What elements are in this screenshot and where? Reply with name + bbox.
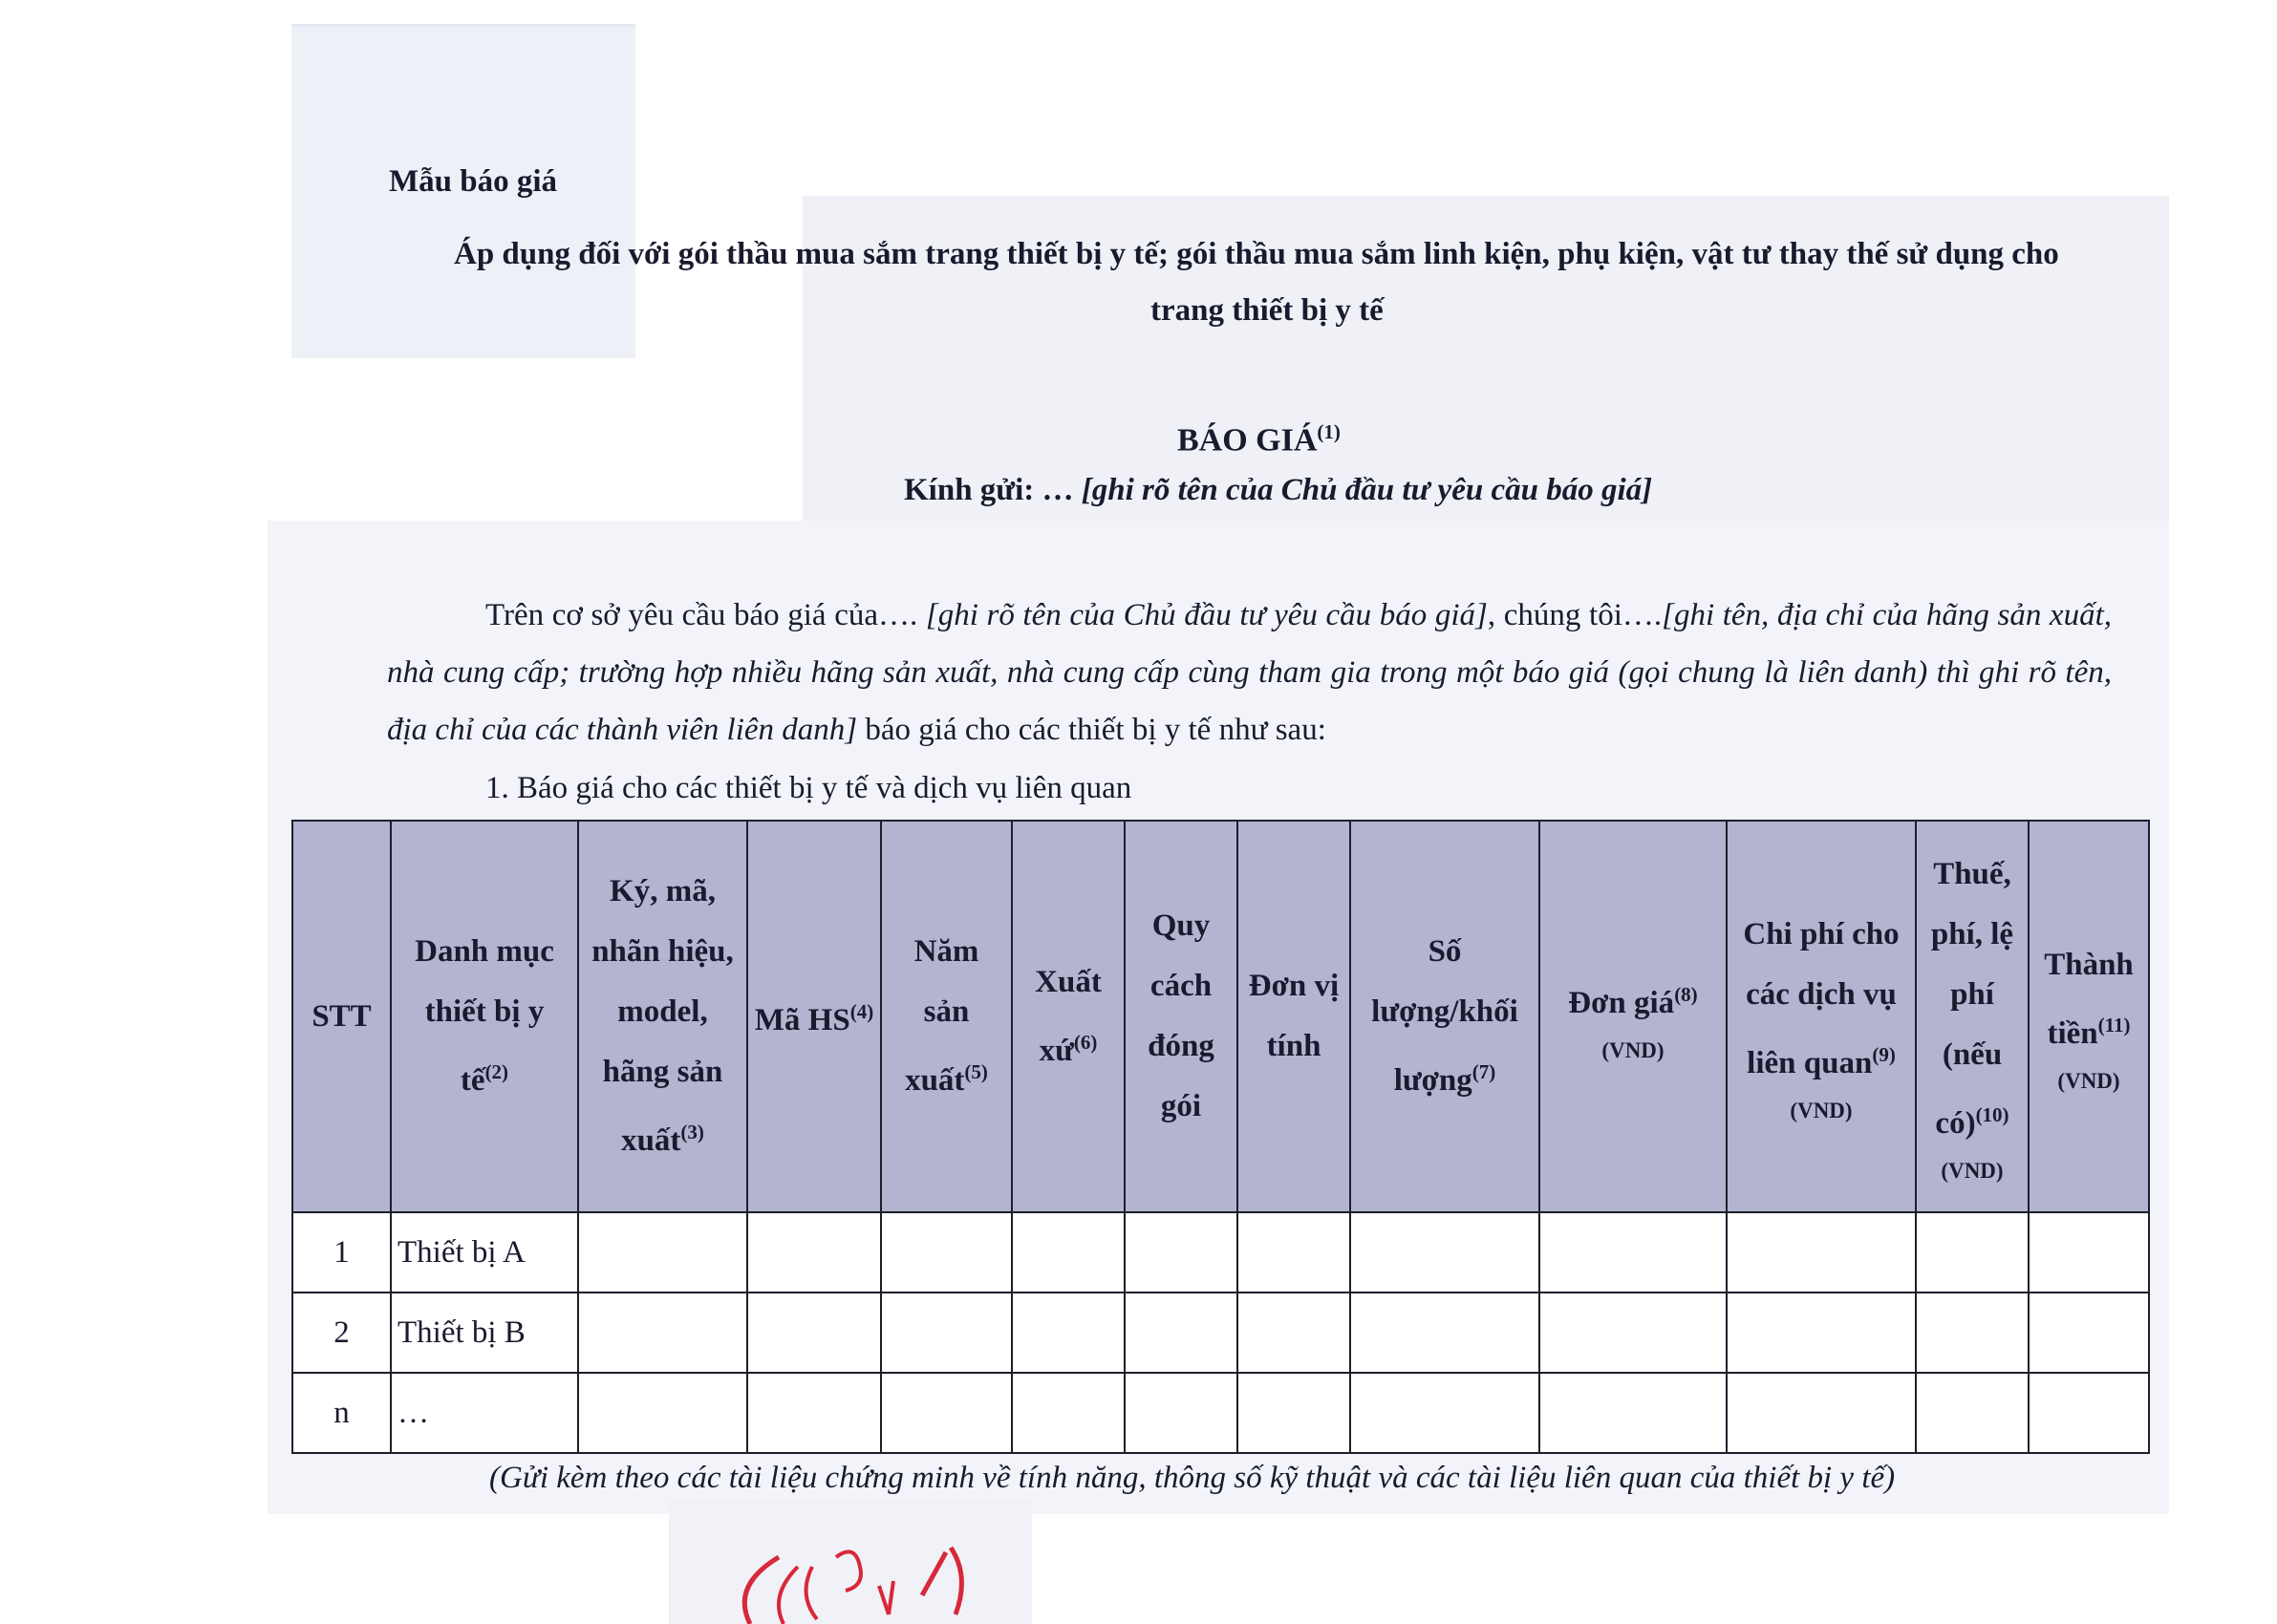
intro-placeholder-investor: [ghi rõ tên của Chủ đầu tư yêu cầu báo giá] xyxy=(925,598,1488,632)
cell-empty xyxy=(881,1212,1012,1293)
applies-to-line-2: trang thiết bị y tế xyxy=(1150,293,1384,328)
cell-empty xyxy=(881,1373,1012,1453)
cell-empty xyxy=(1237,1373,1350,1453)
cell-empty xyxy=(1350,1373,1539,1453)
header-cell: Đơn giá$^{(8)}$ (VND) xyxy=(1539,821,1727,1212)
cell-empty xyxy=(747,1373,881,1453)
cell-empty xyxy=(578,1212,747,1293)
form-label: Mẫu báo giá xyxy=(389,164,558,199)
attachment-note: (Gửi kèm theo các tài liệu chứng minh về tính năng, thông số kỹ thuật và các tài liệu liên quan của thiết bị y tế) xyxy=(489,1461,1896,1495)
header-cell: Thuế, phí, lệ phí (nếu có)$^{(10)}$ (VND) xyxy=(1916,821,2029,1212)
cell-empty xyxy=(2029,1293,2149,1373)
cell-stt: 2 xyxy=(292,1293,391,1373)
cell-empty xyxy=(747,1293,881,1373)
addressee xyxy=(904,471,1652,509)
document-title-text: BÁO GIÁ xyxy=(1177,422,1318,459)
cell-empty xyxy=(1727,1373,1916,1453)
stamp-mark xyxy=(806,1567,817,1619)
intro-paragraph xyxy=(387,587,2112,759)
cell-empty xyxy=(2029,1212,2149,1293)
intro-placeholder-supplier: [ghi tên, địa chỉ của hãng sản xuất, nhà cung cấp; trường hợp nhiều hãng sản xuất, nhà cung cấp cùng tham gia trong một báo giá (gọi chung là liên danh) thì ghi rõ tên, địa chỉ của các thành viên liên danh] xyxy=(387,598,2112,747)
cell-empty xyxy=(1350,1212,1539,1293)
cell-empty xyxy=(1916,1293,2029,1373)
header-cell: Thành tiền$^{(11)}$ (VND) xyxy=(2029,821,2149,1212)
header-cell: Mã HS$^{(4)}$ xyxy=(747,821,881,1212)
quote-table xyxy=(291,820,2150,1454)
cell-empty xyxy=(1012,1293,1125,1373)
cell-item: Thiết bị B xyxy=(391,1293,578,1373)
section-heading: 1. Báo giá cho các thiết bị y tế và dịch vụ liên quan xyxy=(485,771,1132,805)
cell-empty xyxy=(1539,1373,1727,1453)
header-cell: Chi phí cho các dịch vụ liên quan$^{(9)}$ (VND) xyxy=(1727,821,1916,1212)
applies-to-line-1: Áp dụng đối với gói thầu mua sắm trang thiết bị y tế; gói thầu mua sắm linh kiện, phụ kiện, vật tư thay thế sử dụng cho xyxy=(454,237,2059,271)
cell-empty xyxy=(1916,1373,2029,1453)
title-footnote: (1) xyxy=(1317,420,1341,443)
header-cell: Danh mục thiết bị y tế$^{(2)}$ xyxy=(391,821,578,1212)
cell-empty xyxy=(1125,1212,1237,1293)
stamp-mark xyxy=(922,1552,946,1595)
cell-empty xyxy=(747,1212,881,1293)
intro-text-2: , chúng tôi…. xyxy=(1487,598,1663,632)
cell-empty xyxy=(2029,1373,2149,1453)
cell-stt: n xyxy=(292,1373,391,1453)
header-cell: STT xyxy=(292,821,391,1212)
cell-empty xyxy=(1125,1293,1237,1373)
header-cell: Đơn vị tính xyxy=(1237,821,1350,1212)
header-cell: Xuất xứ$^{(6)}$ xyxy=(1012,821,1125,1212)
table-header-row xyxy=(292,821,2149,1212)
cell-empty xyxy=(1539,1293,1727,1373)
stamp-arc xyxy=(744,1557,779,1624)
cell-empty xyxy=(1237,1293,1350,1373)
table-row xyxy=(292,1373,2149,1453)
cell-empty xyxy=(578,1373,747,1453)
cell-empty xyxy=(1350,1293,1539,1373)
header-cell: Số lượng/khối lượng$^{(7)}$ xyxy=(1350,821,1539,1212)
stamp-arc xyxy=(779,1567,798,1624)
cell-empty xyxy=(1012,1212,1125,1293)
addressee-prefix: Kính gửi: … xyxy=(904,473,1082,507)
header-cell: Ký, mã, nhãn hiệu, model, hãng sản xuất$^{(3)}$ xyxy=(578,821,747,1212)
header-cell: Năm sản xuất$^{(5)}$ xyxy=(881,821,1012,1212)
cell-empty xyxy=(1916,1212,2029,1293)
cell-empty xyxy=(1125,1373,1237,1453)
intro-text-1: Trên cơ sở yêu cầu báo giá của…. xyxy=(485,598,926,632)
stamp-mark xyxy=(836,1551,861,1591)
cell-empty xyxy=(1237,1212,1350,1293)
addressee-placeholder: [ghi rõ tên của Chủ đầu tư yêu cầu báo giá] xyxy=(1081,473,1653,507)
cell-empty xyxy=(578,1293,747,1373)
intro-text-3: báo giá cho các thiết bị y tế như sau: xyxy=(857,713,1326,747)
stamp-arc xyxy=(951,1548,961,1614)
red-stamp xyxy=(693,1528,1018,1624)
table-row xyxy=(292,1293,2149,1373)
cell-empty xyxy=(881,1293,1012,1373)
cell-item: Thiết bị A xyxy=(391,1212,578,1293)
cell-empty xyxy=(1539,1212,1727,1293)
cell-empty xyxy=(1727,1212,1916,1293)
stamp-mark xyxy=(879,1581,893,1614)
document-title xyxy=(1177,413,1341,459)
cell-empty xyxy=(1012,1373,1125,1453)
cell-empty xyxy=(1727,1293,1916,1373)
cell-stt: 1 xyxy=(292,1212,391,1293)
table-row xyxy=(292,1212,2149,1293)
header-cell: Quy cách đóng gói xyxy=(1125,821,1237,1212)
scan-artifact xyxy=(291,24,635,27)
cell-item: … xyxy=(391,1373,578,1453)
